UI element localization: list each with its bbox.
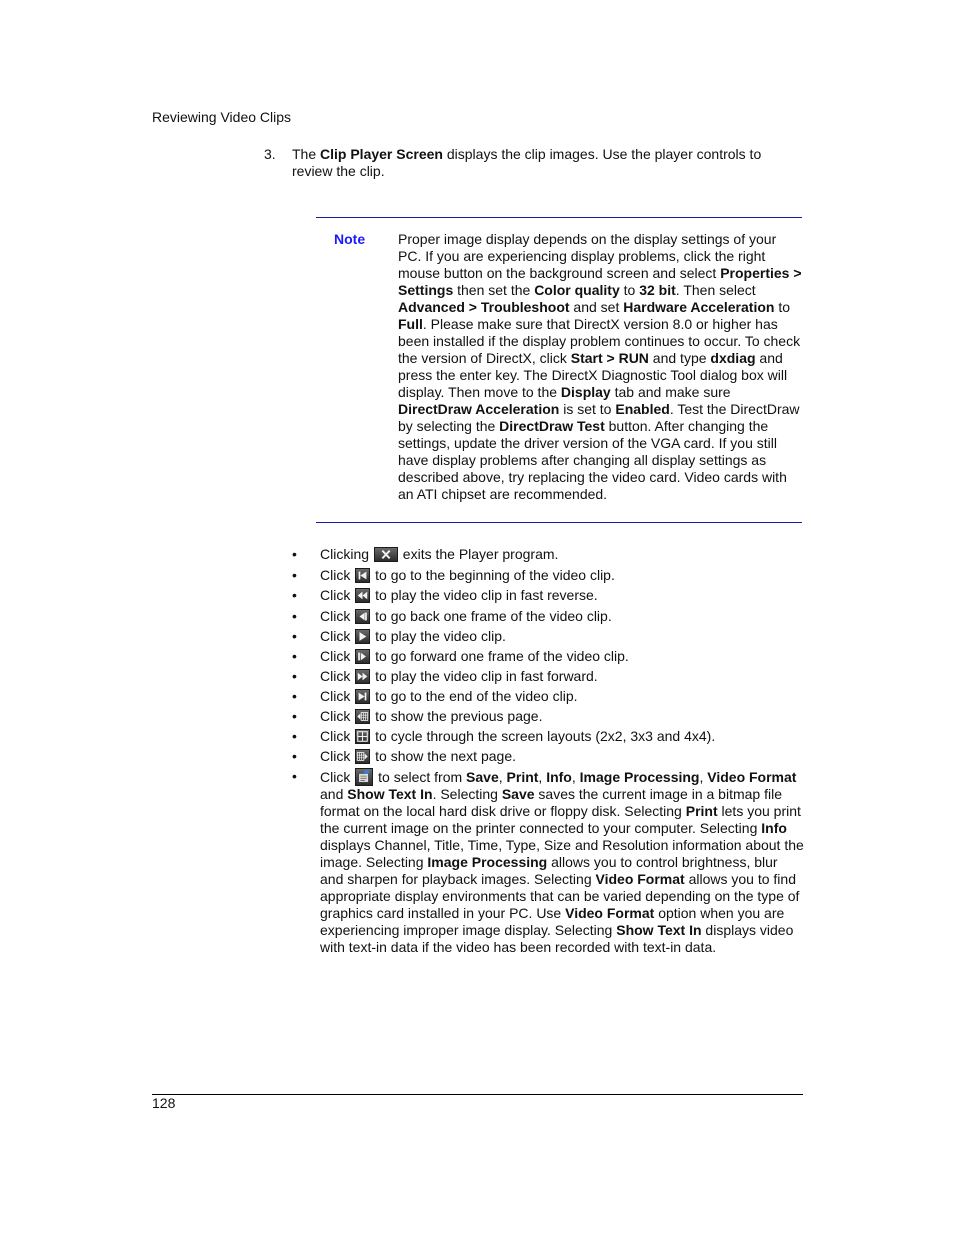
bullet-lead: Clicking: [320, 546, 373, 562]
bold-term: Clip Player Screen: [320, 146, 443, 162]
bold-term: Hardware Acceleration: [623, 299, 775, 315]
text-run: button. After changing the settings, update the driver version of the VGA card. If you still have display problems after changing all display settings as described above, try replacing the video card. Video cards with an ATI chipset are recommended.: [398, 418, 787, 502]
bold-term: Start > RUN: [570, 350, 649, 366]
bold-term: Info: [546, 769, 572, 786]
previous-page-icon: [355, 709, 370, 724]
text-run: displays the clip images. Use the player controls to review the clip.: [292, 146, 762, 179]
note-bottom-rule: [316, 522, 802, 523]
bullet-marker: •: [292, 647, 297, 664]
fast-reverse-icon: [355, 588, 370, 603]
bold-term: Print: [506, 769, 539, 786]
bold-term: 32 bit: [639, 282, 676, 298]
text-run: allows you to control brightness, blur and sharpen for playback images. Selecting: [320, 854, 778, 888]
skip-to-start-icon: [355, 568, 370, 583]
bold-term: Image Processing: [427, 854, 548, 871]
text-run: ,: [571, 769, 580, 786]
text-run: to: [619, 282, 640, 298]
bold-term: Advanced > Troubleshoot: [398, 299, 570, 315]
bullet-go-to-end: [292, 688, 804, 705]
text-run: option when you are experiencing improper image display. Selecting: [320, 905, 785, 939]
bullet-marker: •: [292, 748, 297, 765]
text-run: to show the next page.: [371, 748, 516, 765]
text-run: to cycle through the screen layouts (2x2, 3x3 and 4x4).: [371, 728, 716, 745]
running-header: Reviewing Video Clips: [152, 109, 292, 125]
bold-term: Properties > Settings: [398, 265, 802, 298]
frame-back-icon: [355, 609, 370, 624]
text-run: ,: [498, 769, 507, 786]
bold-term: Video Format: [707, 769, 797, 786]
bullet-previous-page: [292, 708, 804, 725]
text-run: to play the video clip in fast reverse.: [371, 587, 598, 604]
bold-term: Save: [501, 786, 535, 803]
bullet-marker: •: [292, 627, 297, 644]
bullet-lead: Click: [320, 687, 355, 704]
text-run: and press the enter key. The DirectX Diagnostic Tool dialog box will display. Then move to the: [398, 350, 788, 400]
text-run: . Please make sure that DirectX version 8.0 or higher has been installed if the display problem continues to occur. To check the version of DirectX, click: [398, 316, 801, 366]
text-run: The: [292, 146, 321, 162]
bullet-next-page: [292, 748, 804, 765]
text-run: is set to: [559, 401, 616, 417]
bullet-lead: Click: [320, 607, 355, 624]
text-run: to show the previous page.: [371, 708, 543, 725]
bullet-lead: Click: [320, 587, 355, 604]
screen-layout-icon: [355, 729, 370, 744]
bullet-frame-forward: [292, 648, 804, 665]
text-run: . Test the DirectDraw by selecting the: [398, 401, 800, 434]
text-run: saves the current image in a bitmap file format on the local hard disk drive or floppy disk. Selecting: [320, 786, 782, 820]
bold-term: Display: [560, 384, 611, 400]
bullet-lead: Click: [320, 667, 355, 684]
bold-term: DirectDraw Acceleration: [398, 401, 560, 417]
bold-term: dxdiag: [710, 350, 756, 366]
next-page-icon: [355, 749, 370, 764]
bold-term: Image Processing: [579, 769, 700, 786]
text-run: . Selecting: [432, 786, 502, 803]
bullet-marker: •: [292, 546, 297, 562]
text-run: displays Channel, Title, Time, Type, Size and Resolution information about the image. Selecting: [320, 837, 804, 871]
text-run: allows you to find appropriate display environments that can be varied depending on the type of graphics card installed in your PC. Use: [320, 871, 800, 922]
text-run: tab and make sure: [610, 384, 731, 400]
bullet-frame-back: [292, 608, 804, 625]
bullet-lead: Click: [320, 748, 355, 765]
text-run: to play the video clip.: [371, 627, 506, 644]
bullet-fast-reverse: [292, 587, 804, 604]
text-run: to go to the end of the video clip.: [371, 687, 578, 704]
footer-rule: [152, 1094, 803, 1095]
bullet-go-to-beginning: [292, 567, 804, 584]
bold-term: Video Format: [595, 871, 685, 888]
bold-term: Color quality: [534, 282, 620, 298]
text-run: to play the video clip in fast forward.: [371, 667, 598, 684]
play-icon: [355, 629, 370, 644]
menu-icon: [355, 768, 373, 786]
bold-term: Video Format: [565, 905, 655, 922]
bullet-cycle-layouts: [292, 728, 804, 745]
bullet-marker: •: [292, 768, 297, 785]
text-run: Proper image display depends on the display settings of your PC. If you are experiencing display problems, click the right mouse button on the background screen and select: [398, 231, 777, 281]
text-run: . Then select: [675, 282, 756, 298]
player-controls-list: [292, 546, 804, 959]
page-number: 128: [152, 1095, 176, 1111]
note-top-rule: [316, 217, 802, 218]
bullet-marker: •: [292, 607, 297, 624]
bullet-lead: Click: [320, 627, 355, 644]
bullet-marker: •: [292, 708, 297, 725]
text-run: to go to the beginning of the video clip.: [371, 567, 615, 584]
text-run: then set the: [453, 282, 535, 298]
bold-term: Info: [761, 820, 787, 837]
text-run: to go back one frame of the video clip.: [371, 607, 612, 624]
text-run: and: [320, 786, 348, 803]
bullet-marker: •: [292, 667, 297, 684]
frame-forward-icon: [355, 649, 370, 664]
text-run: ,: [699, 769, 708, 786]
bullet-marker: •: [292, 728, 297, 745]
note-label: Note: [334, 231, 366, 247]
step-number: 3.: [264, 146, 276, 162]
note-text: [398, 231, 802, 503]
text-run: displays video with text-in data if the video has been recorded with text-in data.: [320, 922, 794, 956]
bold-term: Print: [685, 803, 718, 820]
bullet-marker: •: [292, 567, 297, 584]
text-run: ,: [538, 769, 547, 786]
bullet-lead: Click: [320, 728, 355, 745]
text-run: to go forward one frame of the video clip.: [371, 647, 629, 664]
bold-term: Enabled: [615, 401, 670, 417]
fast-forward-icon: [355, 669, 370, 684]
bullet-lead: Click: [320, 769, 355, 786]
bullet-marker: •: [292, 587, 297, 604]
skip-to-end-icon: [355, 689, 370, 704]
bullet-menu: [292, 768, 804, 956]
bullet-lead: Click: [320, 708, 355, 725]
bullet-lead: Click: [320, 567, 355, 584]
step-text: [292, 146, 792, 180]
bold-term: DirectDraw Test: [499, 418, 605, 434]
bullet-lead: Click: [320, 647, 355, 664]
bullet-fast-forward: [292, 668, 804, 685]
bold-term: Show Text In: [347, 786, 433, 803]
bullet-marker: •: [292, 687, 297, 704]
text-run: to select from: [374, 769, 467, 786]
bullet-play: [292, 628, 804, 645]
exit-icon: [374, 547, 398, 562]
text-run: to: [774, 299, 791, 315]
text-run: exits the Player program.: [398, 546, 559, 562]
bold-term: Save: [466, 769, 499, 786]
bold-term: Show Text In: [616, 922, 702, 939]
text-run: and set: [569, 299, 624, 315]
text-run: lets you print the current image on the printer connected to your computer. Selecting: [320, 803, 801, 837]
text-run: and type: [648, 350, 711, 366]
bullet-exit: [292, 546, 804, 563]
bold-term: Full: [398, 316, 423, 332]
